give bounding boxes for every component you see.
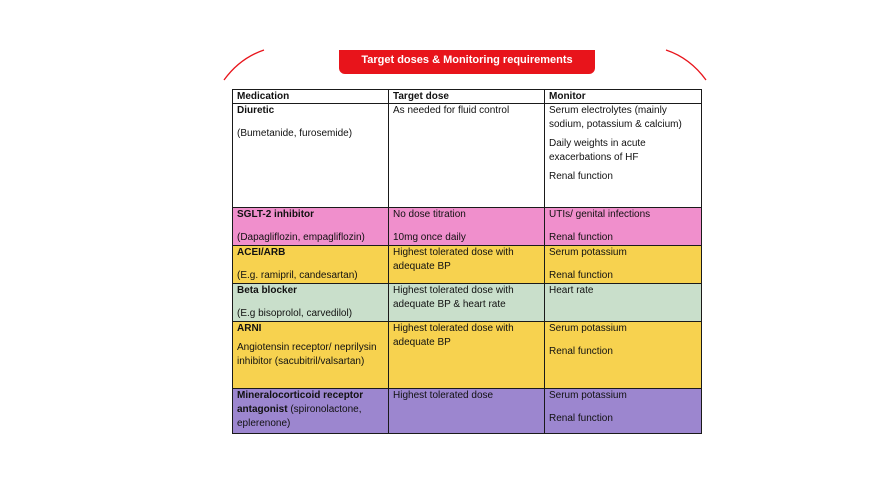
monitor-text: Renal function (549, 171, 613, 182)
medication-detail: Angiotensin receptor/ neprilysin inhibitor (sacubitril/valsartan) (237, 342, 377, 367)
medication-name: SGLT-2 inhibitor (237, 209, 315, 220)
table-row-diuretic (233, 104, 702, 208)
monitor-cell (545, 389, 702, 434)
monitor-text: Serum potassium (549, 247, 627, 258)
medication-name: Beta blocker (237, 285, 298, 296)
target-dose-text: Highest tolerated dose (393, 390, 494, 401)
target-dose-text: Highest tolerated dose with adequate BP (393, 247, 514, 272)
monitor-text: Renal function (549, 346, 613, 357)
monitor-text: UTIs/ genital infections (549, 209, 651, 220)
medication-detail: (Dapagliflozin, empagliflozin) (237, 232, 365, 243)
monitor-cell (545, 284, 702, 322)
table-row-arni (233, 322, 702, 389)
medication-cell (233, 208, 389, 246)
target-dose-text: No dose titration (393, 209, 466, 220)
medication-name: ACEI/ARB (237, 247, 286, 258)
slide-title: Target doses & Monitoring requirements (339, 50, 595, 74)
medication-detail: (spironolactone, eplerenone) (237, 404, 362, 429)
target-dose-text: As needed for fluid control (393, 105, 510, 116)
monitor-cell (545, 208, 702, 246)
target-dose-cell (389, 389, 545, 434)
monitor-cell (545, 104, 702, 208)
medication-cell (233, 246, 389, 284)
monitor-text: Renal function (549, 270, 613, 281)
medication-detail: (E.g. ramipril, candesartan) (237, 270, 358, 281)
target-dose-cell (389, 208, 545, 246)
monitor-text: Serum potassium (549, 323, 627, 334)
monitor-text: Renal function (549, 413, 613, 424)
medication-name: Mineralocorticoid receptor antagonist (237, 390, 364, 415)
table-row-sglt2-inhibitor (233, 208, 702, 246)
medication-table (232, 89, 702, 434)
monitor-text: Daily weights in acute exacerbations of HF (549, 138, 646, 163)
right-arc (666, 50, 706, 80)
monitor-cell (545, 322, 702, 389)
medication-text (237, 389, 384, 431)
medication-cell (233, 104, 389, 208)
table-row-beta-blocker (233, 284, 702, 322)
table-header-row (233, 90, 702, 104)
monitor-text: Serum potassium (549, 390, 627, 401)
medication-name: ARNI (237, 323, 262, 334)
monitor-text: Heart rate (549, 285, 594, 296)
left-arc (224, 50, 264, 80)
header-monitor: Monitor (545, 90, 702, 104)
table-row-mineralocorticoid-receptor-antagonist (233, 389, 702, 434)
target-dose-text: 10mg once daily (393, 232, 466, 243)
medication-cell (233, 322, 389, 389)
target-dose-cell (389, 104, 545, 208)
medication-cell (233, 284, 389, 322)
target-dose-text: Highest tolerated dose with adequate BP (393, 323, 514, 348)
medication-detail: (Bumetanide, furosemide) (237, 128, 353, 139)
target-dose-cell (389, 284, 545, 322)
target-dose-cell (389, 246, 545, 284)
target-dose-cell (389, 322, 545, 389)
monitor-text: Serum electrolytes (mainly sodium, potassium & calcium) (549, 105, 682, 130)
medication-detail: (E.g bisoprolol, carvedilol) (237, 308, 353, 319)
header-medication: Medication (233, 90, 389, 104)
medication-cell (233, 389, 389, 434)
monitor-cell (545, 246, 702, 284)
table-row-acei-arb (233, 246, 702, 284)
medication-name: Diuretic (237, 105, 275, 116)
target-dose-text: Highest tolerated dose with adequate BP & heart rate (393, 285, 514, 310)
monitor-text: Renal function (549, 232, 613, 243)
header-target-dose: Target dose (389, 90, 545, 104)
